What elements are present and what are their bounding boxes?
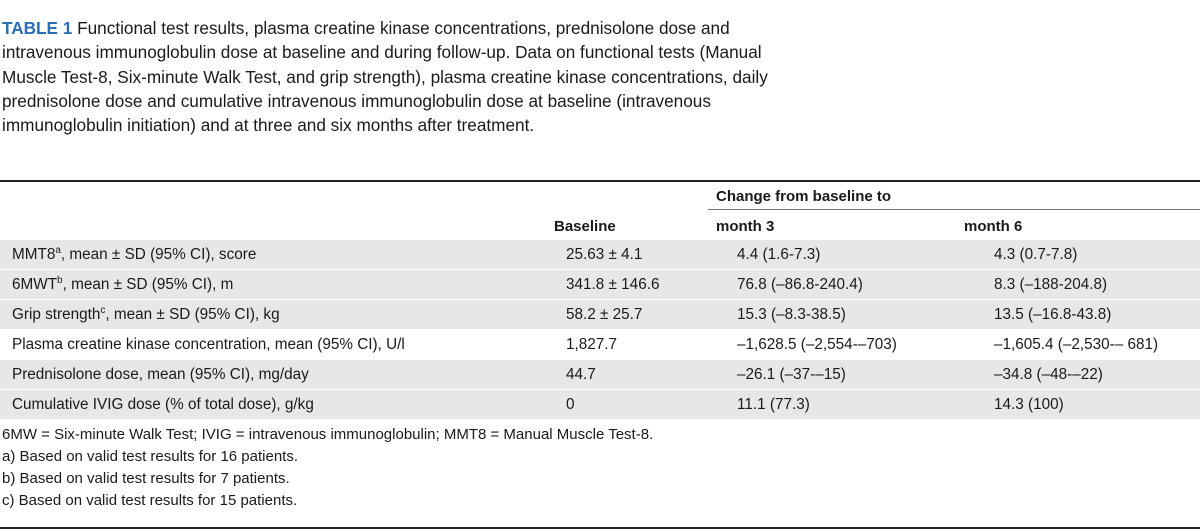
- spanner-rule: [708, 209, 1200, 210]
- column-header-month-3: month 3: [716, 218, 775, 235]
- table-number: TABLE 1: [2, 18, 73, 38]
- footnote-c: c) Based on valid test results for 15 patients.: [2, 492, 298, 509]
- footnote-abbreviations: 6MW = Six-minute Walk Test; IVIG = intravenous immunoglobulin; MMT8 = Manual Muscle Test-8.: [2, 426, 654, 443]
- caption-text: Functional test results, plasma creatine kinase concentrations, prednisolone dose and intravenous immunoglobulin dose at baseline and during follow-up. Data on functional tests (Manual Muscle Test-8, Six-minute Walk Test, and grip strength), plasma creatine kinase concentrations, daily prednisolone dose and cumulative intravenous immunoglobulin dose at baseline (intravenous immunoglobulin initiation) and at three and six months after treatment.: [2, 18, 768, 136]
- table-footnotes: [2, 424, 653, 512]
- table-row: [0, 360, 1200, 390]
- row-label: Cumulative IVIG dose (% of total dose), g/kg: [0, 390, 557, 420]
- table-row: [0, 390, 1200, 420]
- cell-baseline: 1,827.7: [557, 330, 728, 360]
- cell-month-6: 13.5 (–16.8-43.8): [985, 300, 1200, 330]
- cell-baseline: 58.2 ± 25.7: [557, 300, 728, 330]
- cell-month-6: 4.3 (0.7-7.8): [985, 240, 1200, 270]
- column-spanner-heading: Change from baseline to: [716, 188, 892, 205]
- cell-month-6: –1,605.4 (–2,530-– 681): [985, 330, 1200, 360]
- cell-month-6: –34.8 (–48-–22): [985, 360, 1200, 390]
- results-table: [0, 240, 1200, 420]
- column-header-baseline: Baseline: [554, 218, 616, 235]
- table-row: [0, 270, 1200, 300]
- footnote-a: a) Based on valid test results for 16 patients.: [2, 448, 298, 465]
- footnote-b: b) Based on valid test results for 7 patients.: [2, 470, 290, 487]
- table-row: [0, 240, 1200, 270]
- row-label: MMT8$^a$, mean ± SD (95% CI), score: [0, 240, 557, 270]
- cell-baseline: 25.63 ± 4.1: [557, 240, 728, 270]
- row-label: Prednisolone dose, mean (95% CI), mg/day: [0, 360, 557, 390]
- bottom-rule: [0, 527, 1200, 529]
- row-label: Plasma creatine kinase concentration, mean (95% CI), U/l: [0, 330, 557, 360]
- cell-month-3: 15.3 (–8.3-38.5): [728, 300, 985, 330]
- cell-month-3: –1,628.5 (–2,554-–703): [728, 330, 985, 360]
- top-rule: [0, 180, 1200, 182]
- cell-month-3: 11.1 (77.3): [728, 390, 985, 420]
- cell-month-3: 76.8 (–86.8-240.4): [728, 270, 985, 300]
- row-label: 6MWT$^b$, mean ± SD (95% CI), m: [0, 270, 557, 300]
- cell-month-3: –26.1 (–37-–15): [728, 360, 985, 390]
- table-caption: [2, 16, 802, 137]
- column-header-month-6: month 6: [964, 218, 1023, 235]
- cell-baseline: 0: [557, 390, 728, 420]
- table-row: [0, 300, 1200, 330]
- table-row: [0, 330, 1200, 360]
- cell-baseline: 341.8 ± 146.6: [557, 270, 728, 300]
- cell-month-3: 4.4 (1.6-7.3): [728, 240, 985, 270]
- row-label: Grip strength$^c$, mean ± SD (95% CI), kg: [0, 300, 557, 330]
- cell-baseline: 44.7: [557, 360, 728, 390]
- cell-month-6: 8.3 (–188-204.8): [985, 270, 1200, 300]
- cell-month-6: 14.3 (100): [985, 390, 1200, 420]
